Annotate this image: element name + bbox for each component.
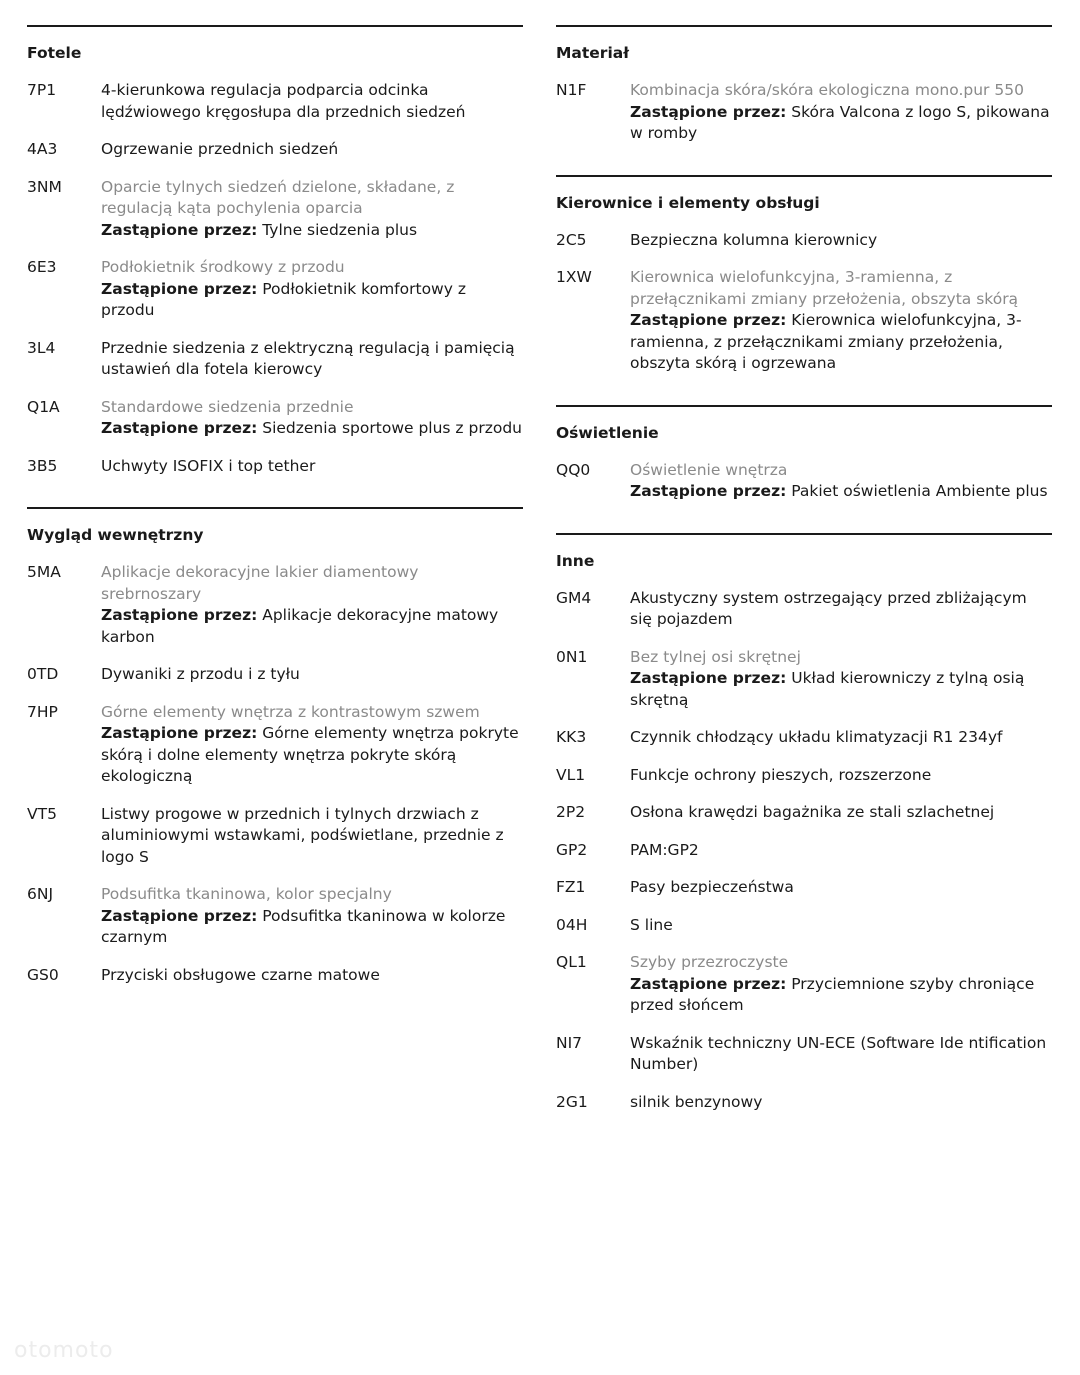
section-oswietlenie — [556, 405, 1052, 533]
original-option: Szyby przezroczyste — [630, 953, 789, 971]
equipment-item-5ma — [27, 562, 523, 648]
equipment-code: FZ1 — [556, 878, 586, 896]
equipment-description: Pasy bezpieczeństwa — [630, 878, 794, 896]
equipment-code: 3B5 — [27, 456, 58, 475]
equipment-code: QL1 — [556, 953, 587, 971]
equipment-description: Uchwyty ISOFIX i top tether — [101, 456, 316, 475]
equipment-item-1xw — [556, 267, 1052, 375]
original-option: Podłokietnik środkowy z przodu — [101, 258, 345, 276]
original-option: Standardowe siedzenia przednie — [101, 397, 354, 416]
equipment-description: Bezpieczna kolumna kierownicy — [630, 230, 878, 249]
replacement-option — [101, 220, 523, 242]
equipment-description — [101, 257, 523, 322]
equipment-description — [630, 952, 1052, 1017]
equipment-code: 4A3 — [27, 140, 58, 158]
equipment-item-gs0 — [27, 965, 523, 987]
equipment-description: silnik benzynowy — [630, 1092, 763, 1111]
section-title: Kierownice i elementy obsługi — [556, 193, 820, 212]
replacement-option — [101, 279, 523, 322]
equipment-description — [630, 267, 1052, 375]
equipment-item-vl1 — [556, 765, 1052, 787]
replacement-text: Siedzenia sportowe plus z przodu — [262, 419, 522, 437]
equipment-code: 1XW — [556, 268, 592, 286]
equipment-description — [630, 647, 1052, 712]
equipment-code: Q1A — [27, 397, 60, 416]
equipment-item-kk3 — [556, 727, 1052, 749]
replacement-option — [630, 974, 1052, 1017]
replaced-by-label: Zastąpione przez: — [101, 606, 258, 624]
equipment-code: 3NM — [27, 177, 62, 196]
equipment-code: N1F — [556, 81, 587, 99]
equipment-code: 2G1 — [556, 1092, 588, 1111]
equipment-description: S line — [630, 915, 673, 934]
replaced-by-label: Zastąpione przez: — [101, 906, 258, 925]
equipment-code: 0N1 — [556, 647, 588, 666]
equipment-description — [101, 562, 523, 648]
section-title: Materiał — [556, 44, 629, 62]
replacement-text: Skóra Valcona z logo S, pikowana w romby — [630, 102, 1050, 142]
equipment-description: Osłona krawędzi bagażnika ze stali szlachetnej — [630, 803, 995, 821]
equipment-code: QQ0 — [556, 460, 591, 479]
equipment-code: GP2 — [556, 840, 588, 859]
equipment-item-7p1 — [27, 80, 523, 123]
replaced-by-label: Zastąpione przez: — [101, 279, 258, 298]
equipment-item-gp2 — [556, 840, 1052, 862]
replacement-option — [630, 102, 1052, 145]
replacement-text: Kierownica wielofunkcyjna, 3-ramienna, z przełącznikami zmiany przełożenia, obszyta skórą i ogrzewana — [630, 311, 1022, 372]
original-option: Bez tylnej osi skrętnej — [630, 647, 801, 666]
equipment-description: Listwy progowe w przednich i tylnych drzwiach z aluminiowymi wstawkami, podświetlane, przednie z logo S — [101, 804, 504, 866]
equipment-item-4a3 — [27, 139, 523, 161]
equipment-description: PAM:GP2 — [630, 840, 699, 859]
left-column — [27, 25, 523, 1016]
equipment-description: Przednie siedzenia z elektryczną regulacją i pamięcią ustawień dla fotela kierowcy — [101, 338, 515, 378]
original-option: Kombinacja skóra/skóra ekologiczna mono.pur 550 — [630, 81, 1024, 99]
equipment-code: KK3 — [556, 728, 587, 746]
equipment-item-6e3 — [27, 257, 523, 322]
replaced-by-label: Zastąpione przez: — [101, 220, 258, 239]
replacement-option — [630, 481, 1052, 503]
equipment-item-ql1 — [556, 952, 1052, 1017]
equipment-description: Czynnik chłodzący układu klimatyzacji R1 234yf — [630, 728, 1003, 746]
section-wyglad-wewnetrzny — [27, 507, 523, 1016]
equipment-code: NI7 — [556, 1033, 583, 1052]
equipment-item-2c5 — [556, 230, 1052, 252]
equipment-item-2p2 — [556, 802, 1052, 824]
equipment-description: 4-kierunkowa regulacja podparcia odcinka lędźwiowego kręgosłupa dla przednich siedzeń — [101, 81, 466, 121]
replaced-by-label: Zastąpione przez: — [101, 724, 258, 742]
equipment-item-0td — [27, 664, 523, 686]
right-column — [556, 25, 1052, 1143]
equipment-item-q1a — [27, 397, 523, 440]
watermark: otomoto — [14, 1338, 114, 1363]
equipment-description: Funkcje ochrony pieszych, rozszerzone — [630, 765, 932, 784]
equipment-description — [101, 177, 523, 242]
replacement-text: Podłokietnik komfortowy z przodu — [101, 279, 466, 319]
replaced-by-label: Zastąpione przez: — [630, 669, 787, 687]
equipment-description — [630, 80, 1052, 145]
replaced-by-label: Zastąpione przez: — [630, 102, 787, 121]
equipment-description — [101, 702, 523, 788]
equipment-item-gm4 — [556, 588, 1052, 631]
replacement-option — [101, 906, 523, 949]
section-inne — [556, 533, 1052, 1144]
original-option: Oświetlenie wnętrza — [630, 460, 788, 479]
section-material — [556, 25, 1052, 175]
equipment-description — [101, 397, 523, 440]
equipment-description: Przyciski obsługowe czarne matowe — [101, 965, 380, 984]
equipment-code: 6E3 — [27, 258, 57, 276]
equipment-code: 0TD — [27, 665, 59, 683]
replacement-text: Pakiet oświetlenia Ambiente plus — [791, 482, 1048, 500]
equipment-item-fz1 — [556, 877, 1052, 899]
equipment-item-qq0 — [556, 460, 1052, 503]
section-title: Fotele — [27, 44, 82, 62]
equipment-item-vt5 — [27, 804, 523, 869]
equipment-code: 6NJ — [27, 885, 54, 903]
equipment-code: 3L4 — [27, 338, 56, 357]
replacement-text: Tylne siedzenia plus — [262, 220, 418, 239]
section-title: Wygląd wewnętrzny — [27, 526, 204, 544]
replacement-option — [101, 605, 523, 648]
equipment-item-3l4 — [27, 338, 523, 381]
replacement-text: Aplikacje dekoracyjne matowy karbon — [101, 606, 499, 646]
replaced-by-label: Zastąpione przez: — [630, 974, 787, 993]
replaced-by-label: Zastąpione przez: — [630, 482, 787, 500]
replacement-text: Układ kierowniczy z tylną osią skrętną — [630, 669, 1025, 709]
replacement-option — [101, 418, 523, 440]
equipment-description: Dywaniki z przodu i z tyłu — [101, 665, 300, 683]
replacement-text: Podsufitka tkaninowa w kolorze czarnym — [101, 906, 506, 946]
equipment-code: 7HP — [27, 702, 58, 721]
equipment-description: Wskaźnik techniczny UN-ECE (Software Ide ntification Number) — [630, 1033, 1047, 1073]
equipment-item-2g1 — [556, 1092, 1052, 1114]
original-option: Aplikacje dekoracyjne lakier diamentowy srebrnoszary — [101, 563, 419, 603]
equipment-description: Akustyczny system ostrzegający przed zbliżającym się pojazdem — [630, 588, 1027, 628]
equipment-item-6nj — [27, 884, 523, 949]
equipment-code: 2C5 — [556, 230, 587, 249]
section-kierownice-i-elementy-obslugi — [556, 175, 1052, 405]
replacement-option — [630, 668, 1052, 711]
equipment-description — [630, 460, 1052, 503]
equipment-description: Ogrzewanie przednich siedzeń — [101, 140, 339, 158]
section-fotele — [27, 25, 523, 507]
equipment-item-n1f — [556, 80, 1052, 145]
original-option: Kierownica wielofunkcyjna, 3-ramienna, z przełącznikami zmiany przełożenia, obszyta skórą — [630, 268, 1019, 308]
equipment-item-3b5 — [27, 456, 523, 478]
original-option: Górne elementy wnętrza z kontrastowym szwem — [101, 702, 480, 721]
replacement-text: Górne elementy wnętrza pokryte skórą i dolne elementy wnętrza pokryte skórą ekologiczną — [101, 724, 519, 785]
equipment-code: 7P1 — [27, 81, 57, 99]
replacement-option — [101, 723, 523, 788]
equipment-code: 2P2 — [556, 803, 586, 821]
equipment-code: GM4 — [556, 588, 592, 607]
equipment-code: 5MA — [27, 563, 61, 581]
section-title: Oświetlenie — [556, 423, 659, 442]
equipment-item-7hp — [27, 702, 523, 788]
equipment-description — [101, 884, 523, 949]
equipment-code: 04H — [556, 915, 588, 934]
equipment-code: VL1 — [556, 765, 586, 784]
section-title: Inne — [556, 551, 595, 570]
replaced-by-label: Zastąpione przez: — [101, 419, 258, 437]
original-option: Oparcie tylnych siedzeń dzielone, składane, z regulacją kąta pochylenia oparcia — [101, 177, 455, 217]
original-option: Podsufitka tkaninowa, kolor specjalny — [101, 885, 392, 903]
equipment-code: VT5 — [27, 804, 57, 823]
replaced-by-label: Zastąpione przez: — [630, 311, 787, 329]
equipment-item-04h — [556, 915, 1052, 937]
replacement-option — [630, 310, 1052, 375]
equipment-item-3nm — [27, 177, 523, 242]
equipment-item-0n1 — [556, 647, 1052, 712]
replacement-text: Przyciemnione szyby chroniące przed słońcem — [630, 974, 1035, 1014]
equipment-item-ni7 — [556, 1033, 1052, 1076]
equipment-code: GS0 — [27, 965, 59, 984]
